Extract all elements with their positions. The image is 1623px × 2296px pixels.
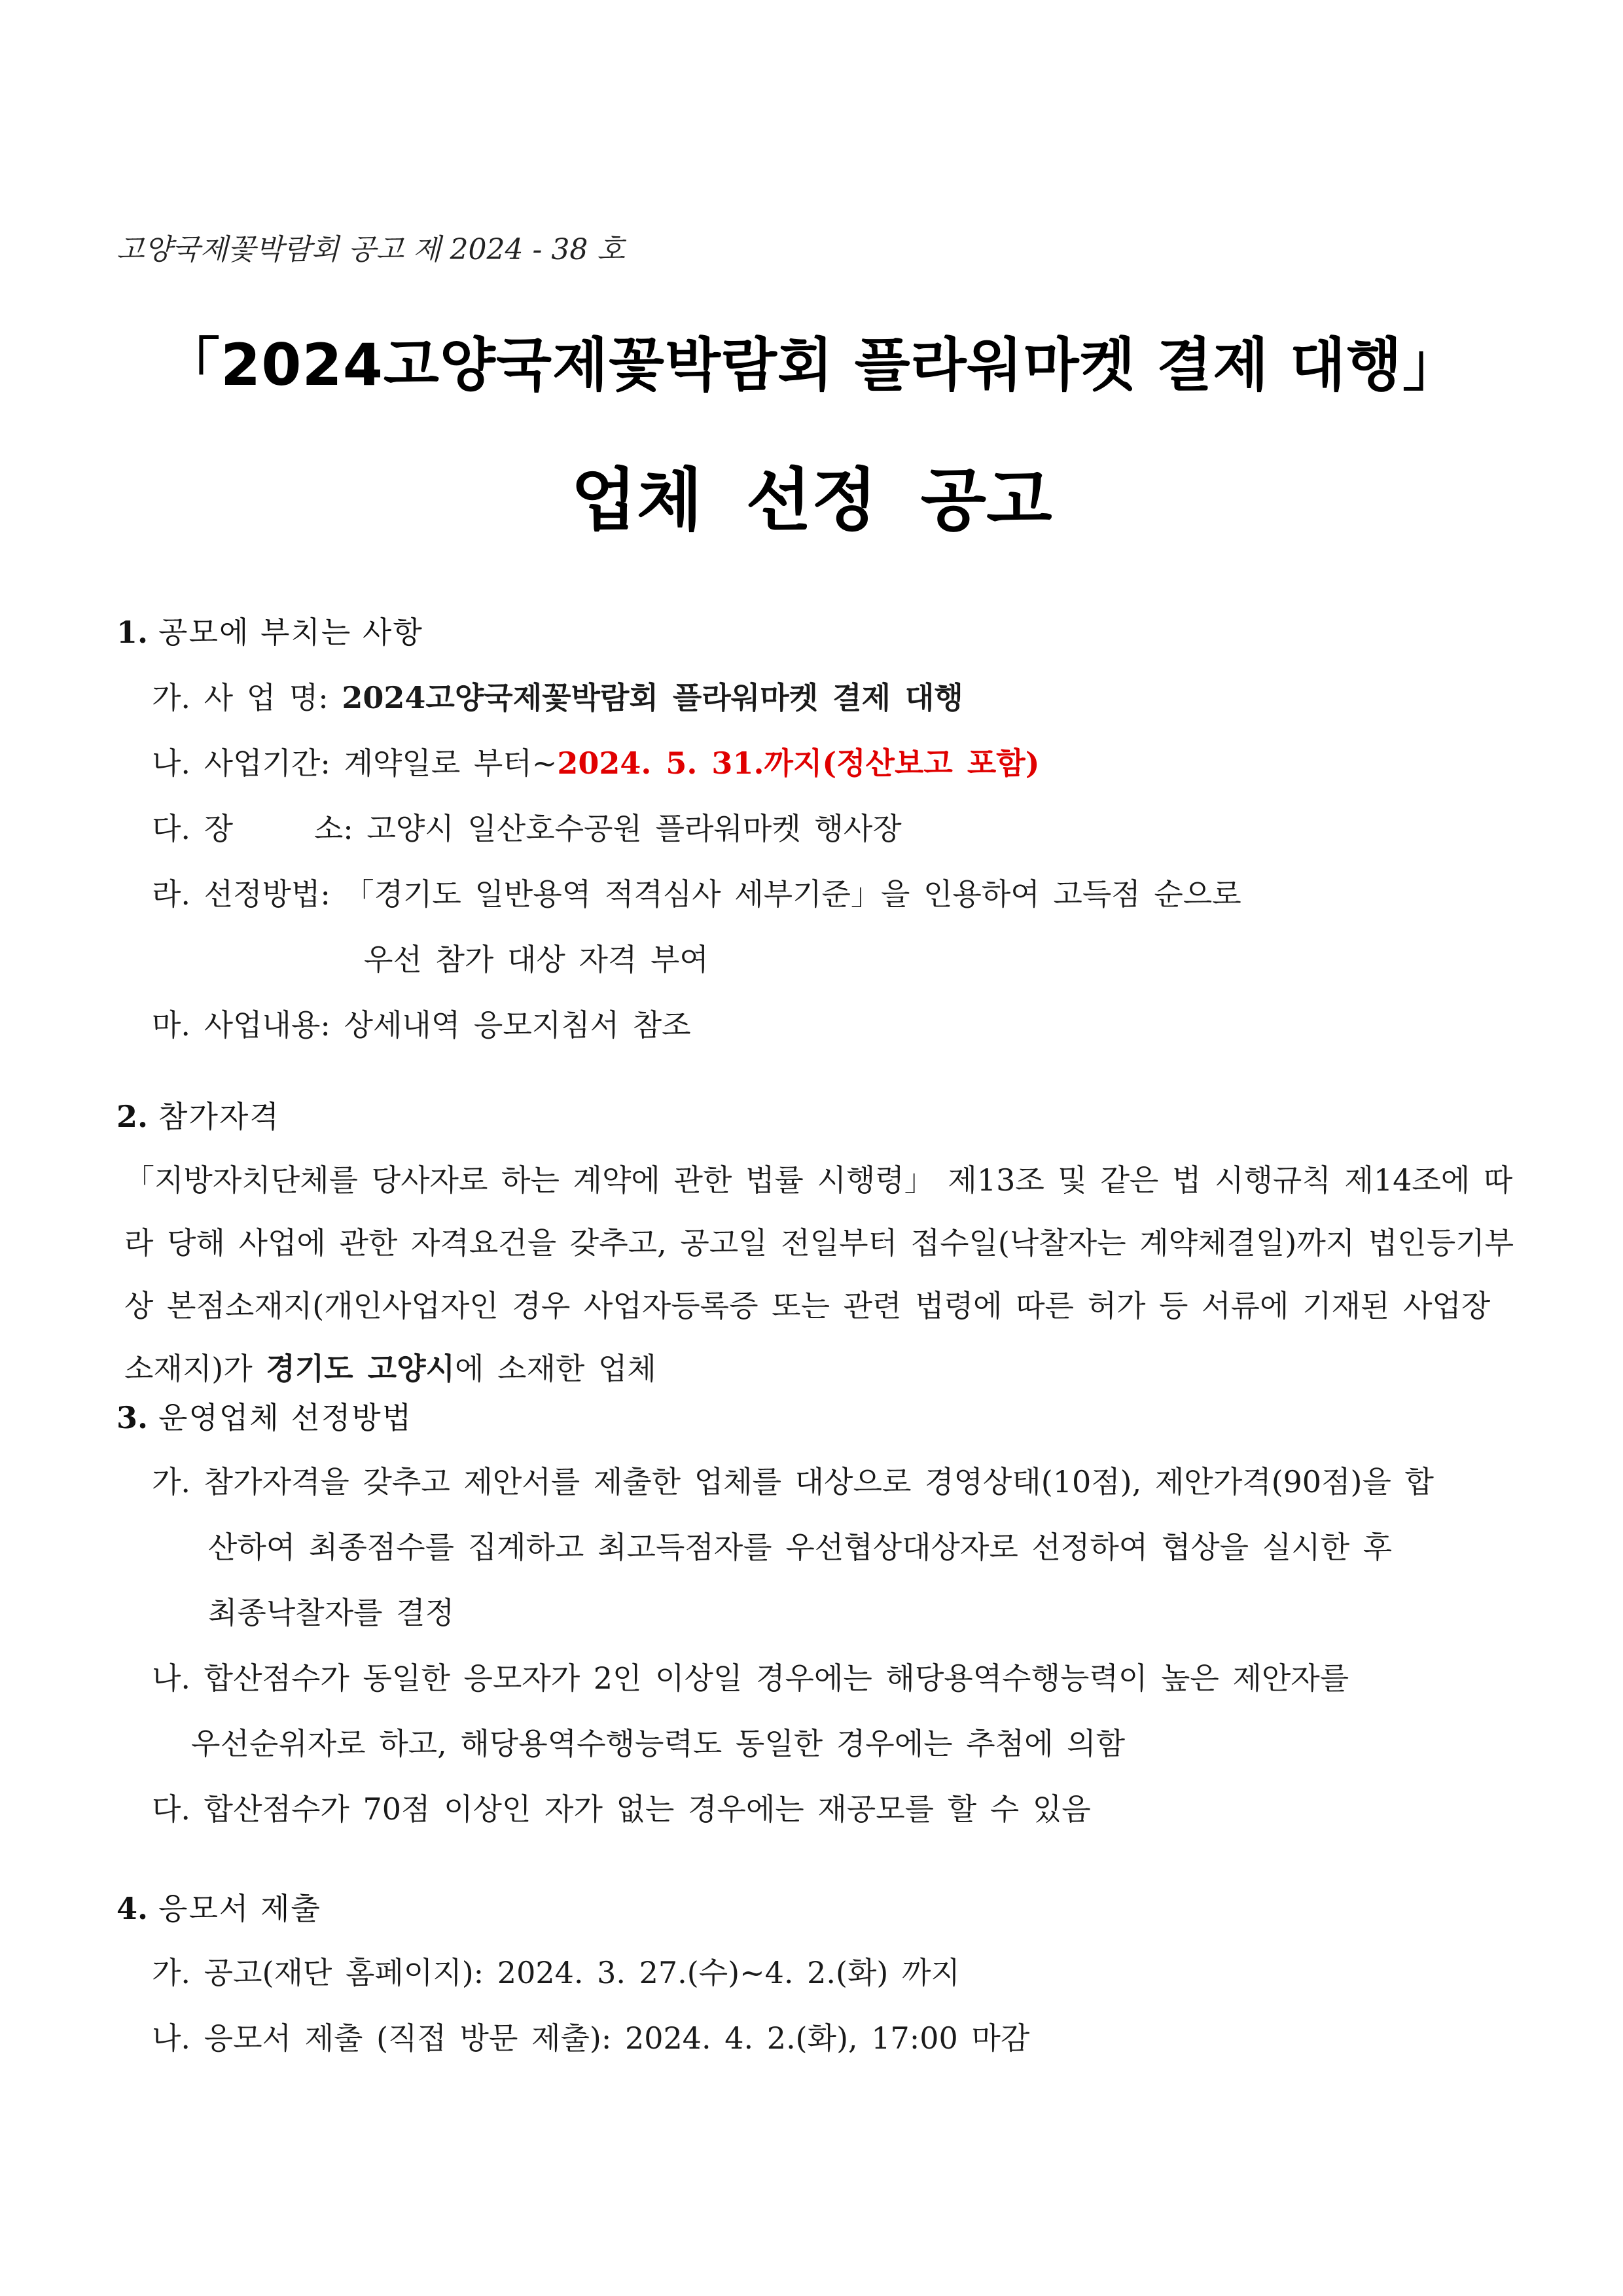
section-4-number: 4. — [116, 1891, 149, 1926]
section-4-title: 응모서 제출 — [158, 1891, 321, 1926]
section-1-title: 공모에 부치는 사항 — [158, 615, 423, 650]
section-2-title: 참가자격 — [158, 1099, 280, 1134]
section-1-item-ma — [152, 1001, 691, 1045]
section-3-heading — [116, 1394, 412, 1437]
section-4-item-na: 나. 응모서 제출 (직접 방문 제출): 2024. 4. 2.(화), 17:00 마감 — [152, 2020, 1030, 2056]
item-label: 다. 장 소: — [152, 811, 353, 846]
section-3-item-ga-line3: 최종낙찰자를 결정 — [208, 1595, 455, 1630]
section-1-number: 1. — [116, 615, 149, 650]
section-3-item-ga-line2: 산하여 최종점수를 집계하고 최고득점자를 우선협상대상자로 선정하여 협상을 실시한 후 — [208, 1530, 1393, 1565]
project-deadline: 2024. 5. 31.까지(정산보고 포함) — [557, 745, 1040, 781]
document-subtitle: 업체 선정 공고 — [571, 460, 1052, 540]
notice-number: 고양국제꽃박람회 공고 제 2024 - 38 호 — [116, 233, 625, 266]
eligibility-text-end: 에 소재한 업체 — [454, 1351, 656, 1386]
section-1-item-ga — [152, 674, 963, 717]
item-label: 라. 선정방법: — [152, 876, 330, 912]
eligibility-location: 경기도 고양시 — [266, 1351, 455, 1386]
item-value: 「경기도 일반용역 적격심사 세부기준」을 인용하여 고득점 순으로 — [344, 876, 1241, 912]
section-1-item-da — [152, 805, 902, 848]
item-label: 나. 사업기간: — [152, 745, 330, 781]
section-4-heading — [116, 1885, 321, 1928]
item-value: 2024고양국제꽃박람회 플라워마켓 결제 대행 — [342, 680, 963, 715]
section-1-item-na — [152, 740, 1040, 783]
section-4-item-ga: 가. 공고(재단 홈페이지): 2024. 3. 27.(수)~4. 2.(화) 까지 — [152, 1955, 960, 1990]
item-label: 가. 사 업 명: — [152, 680, 329, 715]
section-2-heading — [116, 1093, 280, 1136]
section-1-item-ra-cont: 우선 참가 대상 자격 부여 — [364, 942, 709, 977]
item-value: 계약일로 부터~ — [344, 745, 558, 781]
item-value: 상세내역 응모지침서 참조 — [344, 1007, 691, 1043]
section-1-heading — [116, 609, 423, 652]
item-label: 마. 사업내용: — [152, 1007, 330, 1043]
section-3-item-ga-line1: 가. 참가자격을 갖추고 제안서를 제출한 업체를 대상으로 경영상태(10점), 제안가격(90점)을 합 — [152, 1464, 1434, 1499]
section-1-item-ra — [152, 870, 1241, 914]
section-2-body — [124, 1149, 1525, 1400]
eligibility-text: 「지방자치단체를 당사자로 하는 계약에 관한 법률 시행령」 제13조 및 같은 법 시행규칙 제14조에 따라 당해 사업에 관한 자격요건을 갖추고, 공고일 전일부터 접수일(낙찰자는 계약체결일)까지 법인등기부상 본점소재지(개인사업자인 경우 사업자등록증 또는 관련 법령에 따른 허가 등 서류에 기재된 사업장 소재지)가 — [124, 1162, 1514, 1386]
item-value: 고양시 일산호수공원 플라워마켓 행사장 — [366, 811, 902, 846]
section-3-number: 3. — [116, 1400, 149, 1435]
section-2-number: 2. — [116, 1099, 149, 1134]
section-3-item-da: 다. 합산점수가 70점 이상인 자가 없는 경우에는 재공모를 할 수 있음 — [152, 1791, 1091, 1827]
section-3-item-na-line2: 우선순위자로 하고, 해당용역수행능력도 동일한 경우에는 추첨에 의함 — [191, 1726, 1125, 1761]
document-title: 「2024고양국제꽃박람회 플라워마켓 결제 대행」 — [162, 331, 1461, 399]
section-3-title: 운영업체 선정방법 — [158, 1400, 413, 1435]
section-3-item-na-line1: 나. 합산점수가 동일한 응모자가 2인 이상일 경우에는 해당용역수행능력이 높은 제안자를 — [152, 1660, 1349, 1696]
